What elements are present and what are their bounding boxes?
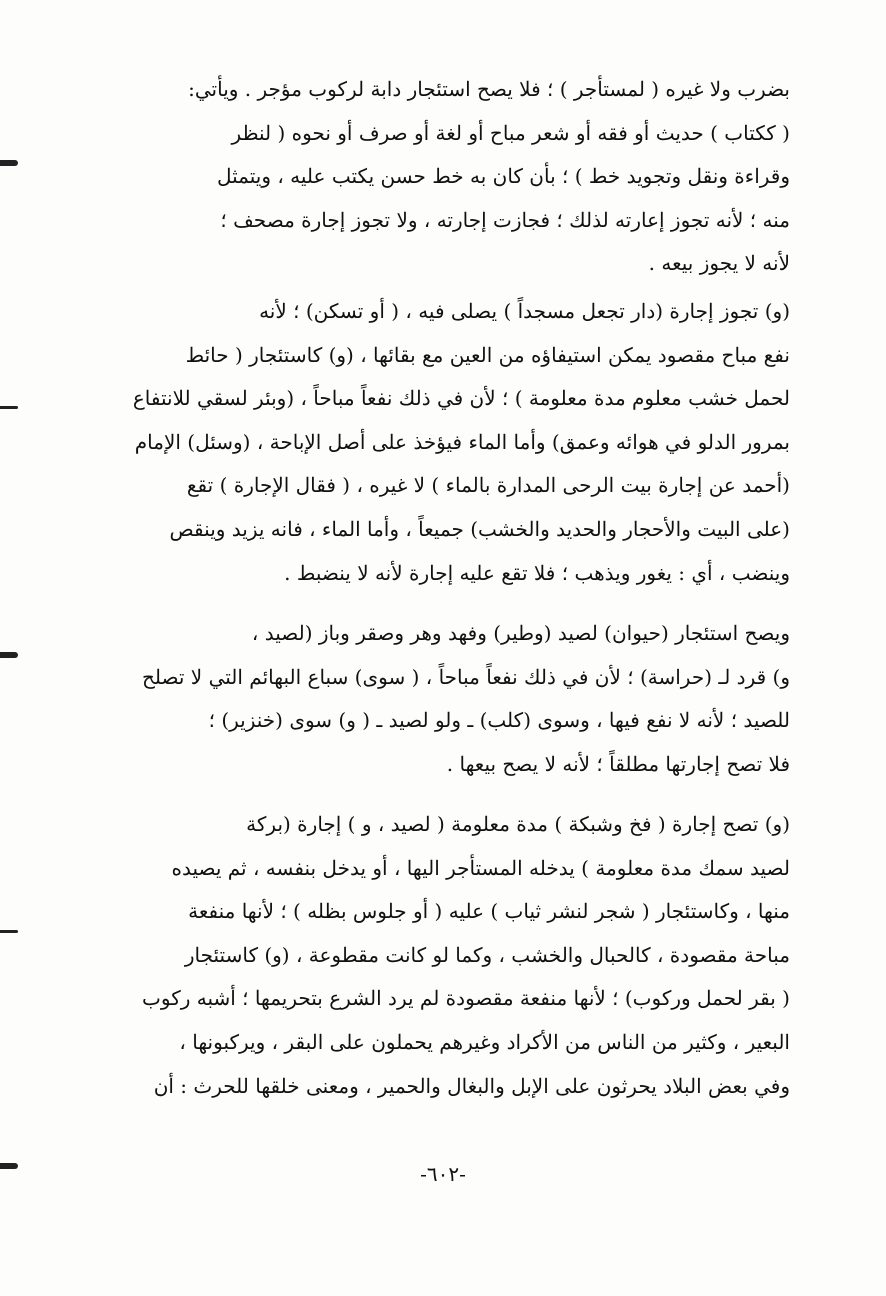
- text-line: ويصح استئجار (حيوان) لصيد (وطير) وفهد وهر وصقر وباز (لصيد ،: [251, 621, 790, 645]
- margin-mark: [0, 930, 18, 933]
- text-line: (على البيت والأحجار والحديد والخشب) جميعاً ، وأما الماء ، فانه يزيد وينقص: [169, 516, 790, 541]
- text-line: بضرب ولا غيره ( لمستأجر ) ؛ فلا يصح استئجار دابة لركوب مؤجر . ويأتي:: [188, 77, 790, 101]
- paragraph-3: [100, 612, 790, 786]
- text-line: وقراءة ونقل وتجويد خط ) ؛ بأن كان به خط حسن يكتب عليه ، ويتمثل: [217, 164, 790, 189]
- text-line: نفع مباح مقصود يمكن استيفاؤه من العين مع بقائها ، (و) كاستئجار ( حائط: [185, 342, 790, 367]
- text-line: بمرور الدلو في هوائه وعمق) وأما الماء فيؤخذ على أصل الإباحة ، (وسئل) الإمام: [134, 429, 790, 454]
- text-line: مباحة مقصودة ، كالحبال والخشب ، وكما لو كانت مقطوعة ، (و) كاستئجار: [184, 942, 790, 967]
- text-line: و) قرد لـ (حراسة) ؛ لأن في ذلك نفعاً مباحاً ، ( سوى) سباع البهائم التي لا تصلح: [142, 664, 790, 689]
- paragraph-4: [100, 803, 790, 1108]
- paragraph-1: [100, 68, 790, 286]
- text-line: ( بقر لحمل وركوب) ؛ لأنها منفعة مقصودة لم يرد الشرع بتحريمها ؛ أشبه ركوب: [142, 986, 790, 1011]
- text-line: (أحمد عن إجارة بيت الرحى المدارة بالماء ) لا غيره ، ( فقال الإجارة ) تقع: [186, 473, 790, 498]
- text-line: وفي بعض البلاد يحرثون على الإبل والبغال والحمير ، ومعنى خلقها للحرث : أن: [153, 1073, 790, 1098]
- text-line: البعير ، وكثير من الناس من الأكراد وغيرهم يحملون على البقر ، ويركبونها ،: [179, 1029, 790, 1054]
- margin-mark: [0, 160, 18, 166]
- page-number: -٦٠٢-: [420, 1162, 466, 1186]
- text-line: منه ؛ لأنه تجوز إعارته لذلك ؛ فجازت إجارته ، ولا تجوز إجارة مصحف ؛: [220, 207, 790, 232]
- paragraph-2: [100, 290, 790, 595]
- text-line: ( ككتاب ) حديث أو فقه أو شعر مباح أو لغة أو صرف أو نحوه ( لنظر: [231, 120, 790, 145]
- margin-mark: [0, 406, 18, 409]
- text-line: وينضب ، أي : يغور ويذهب ؛ فلا تقع عليه إجارة لأنه لا ينضبط .: [284, 560, 790, 585]
- text-line: فلا تصح إجارتها مطلقاً ؛ لأنه لا يصح بيعها .: [446, 751, 790, 776]
- text-line: للصيد ؛ لأنه لا نفع فيها ، وسوى (كلب) ـ ولو لصيد ـ ( و) سوى (خنزير) ؛: [208, 708, 790, 733]
- text-line: لحمل خشب معلوم مدة معلومة ) ؛ لأن في ذلك نفعاً مباحاً ، (وبئر لسقي للانتفاع: [132, 386, 790, 411]
- text-line: (و) تصح إجارة ( فخ وشبكة ) مدة معلومة ( لصيد ، و ) إجارة (بركة: [246, 812, 790, 836]
- text-line: (و) تجوز إجارة (دار تجعل مسجداً ) يصلى فيه ، ( أو تسكن) ؛ لأنه: [259, 299, 790, 323]
- margin-mark: [0, 652, 18, 658]
- text-line: منها ، وكاستئجار ( شجر لنشر ثياب ) عليه ( أو جلوس بظله ) ؛ لأنها منفعة: [188, 899, 790, 924]
- text-line: لأنه لا يجوز بيعه .: [648, 251, 790, 276]
- text-line: لصيد سمك مدة معلومة ) يدخله المستأجر اليها ، أو يدخل بنفسه ، ثم يصيده: [171, 855, 790, 880]
